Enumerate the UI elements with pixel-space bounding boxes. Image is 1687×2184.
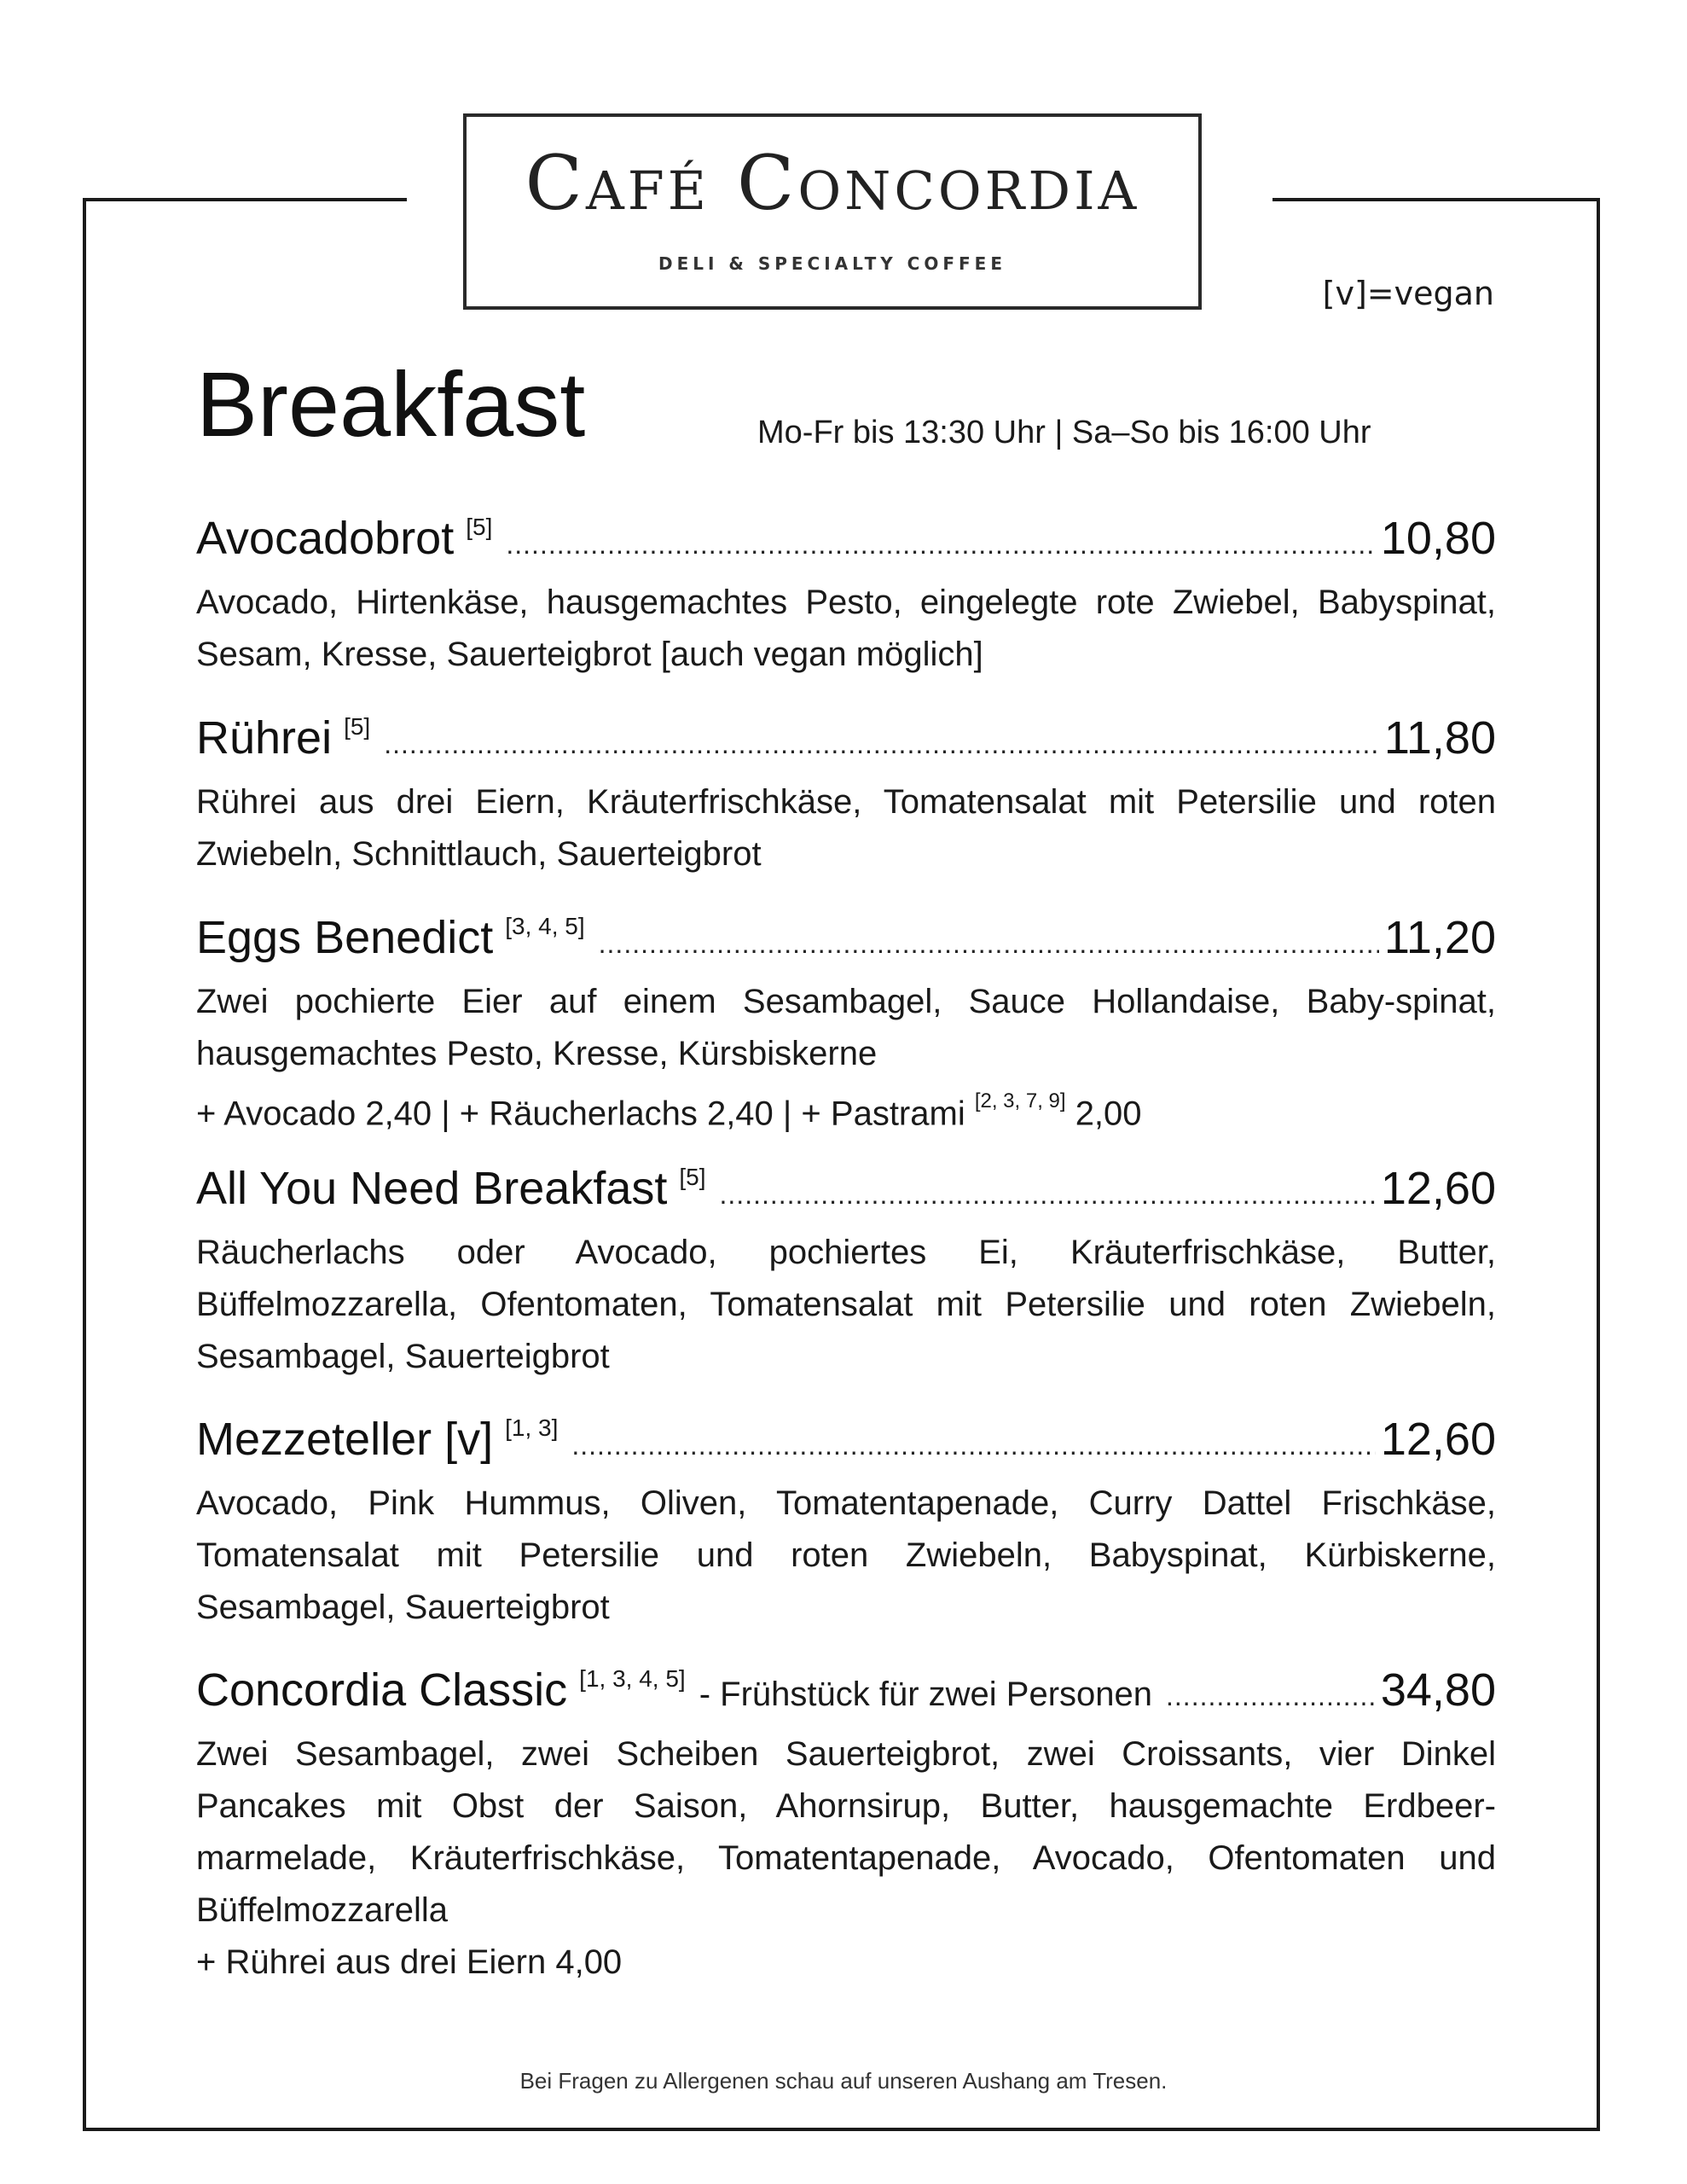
cafe-logo (463, 113, 1202, 311)
item-description: Zwei pochierte Eier auf einem Sesambagel, Sauce Hollandaise, Baby-spinat, hausgemachtes Pesto, Kresse, Kürsbiskerne (196, 983, 1496, 1072)
leader-dots (384, 729, 1379, 760)
item-subtitle: - Frühstück für zwei Personen (699, 1676, 1153, 1713)
item-name: Concordia Classic (196, 1664, 568, 1716)
frame-top-right-border (1272, 198, 1600, 201)
frame-top-left-border (83, 198, 407, 201)
item-name: Rührei (196, 712, 333, 764)
vegan-legend: [v]=vegan (1322, 275, 1494, 312)
item-allergens: [1, 3] (505, 1414, 559, 1441)
frame-left-border (83, 198, 86, 2131)
logo-tagline: DELI & SPECIALTY COFFEE (658, 253, 1006, 274)
item-allergens: [5] (679, 1164, 706, 1190)
item-description: Zwei Sesambagel, zwei Scheiben Sauerteigbrot, zwei Croissants, vier Dinkel Pancakes mit Obst der Saison, Ahornsirup, Butter, hausgemachte Erdbeer-marmelade, Kräuterfrischkäse, Tomatentapenade, Avocado, Ofentomaten und Büffelmozzarella (196, 1735, 1496, 1929)
item-price: 34,80 (1380, 1664, 1496, 1716)
item-description: Avocado, Hirtenkäse, hausgemachtes Pesto, eingelegte rote Zwiebel, Babyspinat, Sesam, Kresse, Sauerteigbrot [auch vegan möglich] (196, 584, 1496, 673)
leader-dots (1166, 1681, 1376, 1712)
addon-price: 2,00 (1075, 1095, 1142, 1133)
item-allergens: [3, 4, 5] (505, 913, 585, 939)
item-description: Rührei aus drei Eiern, Kräuterfrischkäse, Tomatensalat mit Petersilie und roten Zwiebeln, Schnittlauch, Sauerteigbrot (196, 783, 1496, 873)
item-description: Avocado, Pink Hummus, Oliven, Tomatentapenade, Curry Dattel Frischkäse, Tomatensalat mit Petersilie und roten Zwiebeln, Babyspinat, Kürbiskerne, Sesambagel, Sauerteigbrot (196, 1484, 1496, 1626)
menu-item-avocadobrot (196, 512, 1496, 681)
item-price: 12,60 (1380, 1414, 1496, 1465)
item-allergens: [1, 3, 4, 5] (579, 1665, 686, 1692)
addon-list: + Avocado 2,40 | + Räucherlachs 2,40 | + Pastrami (196, 1095, 965, 1133)
addon-allergens: [2, 3, 7, 9] (974, 1089, 1066, 1112)
leader-dots (571, 1430, 1375, 1461)
menu-item-mezzeteller (196, 1413, 1496, 1634)
menu-item-ruehrei (196, 712, 1496, 880)
item-addons (196, 1080, 1496, 1140)
menu-item-eggs-benedict (196, 911, 1496, 1140)
allergen-footer-note: Bei Fragen zu Allergenen schau auf unseren Aushang am Tresen. (519, 2068, 1168, 2094)
opening-hours: Mo-Fr bis 13:30 Uhr | Sa–So bis 16:00 Uhr (757, 415, 1371, 450)
item-name: All You Need Breakfast (196, 1163, 668, 1214)
item-price: 10,80 (1380, 513, 1496, 564)
item-price: 11,20 (1383, 912, 1496, 963)
menu-item-concordia-classic (196, 1664, 1496, 1989)
logo-name: Café Concordia (525, 139, 1140, 227)
leader-dots (506, 529, 1375, 561)
item-name: Mezzeteller [v] (196, 1414, 494, 1465)
item-name: Eggs Benedict (196, 912, 494, 963)
menu-item-all-you-need-breakfast (196, 1162, 1496, 1383)
leader-dots (599, 928, 1379, 960)
item-price: 12,60 (1380, 1163, 1496, 1214)
section-title: Breakfast (196, 352, 586, 456)
item-allergens: [5] (466, 514, 493, 540)
frame-right-border (1597, 198, 1600, 2131)
frame-bottom-border (83, 2128, 1600, 2131)
item-name: Avocadobrot (196, 513, 455, 564)
item-addon: + Rührei aus drei Eiern 4,00 (196, 1943, 623, 1981)
item-allergens: [5] (344, 713, 371, 740)
leader-dots (720, 1179, 1376, 1211)
item-description: Räucherlachs oder Avocado, pochiertes Ei, Kräuterfrischkäse, Butter, Büffelmozzarella, Ofentomaten, Tomatensalat mit Petersilie und roten Zwiebeln, Sesambagel, Sauerteigbrot (196, 1234, 1496, 1375)
item-price: 11,80 (1383, 712, 1496, 764)
